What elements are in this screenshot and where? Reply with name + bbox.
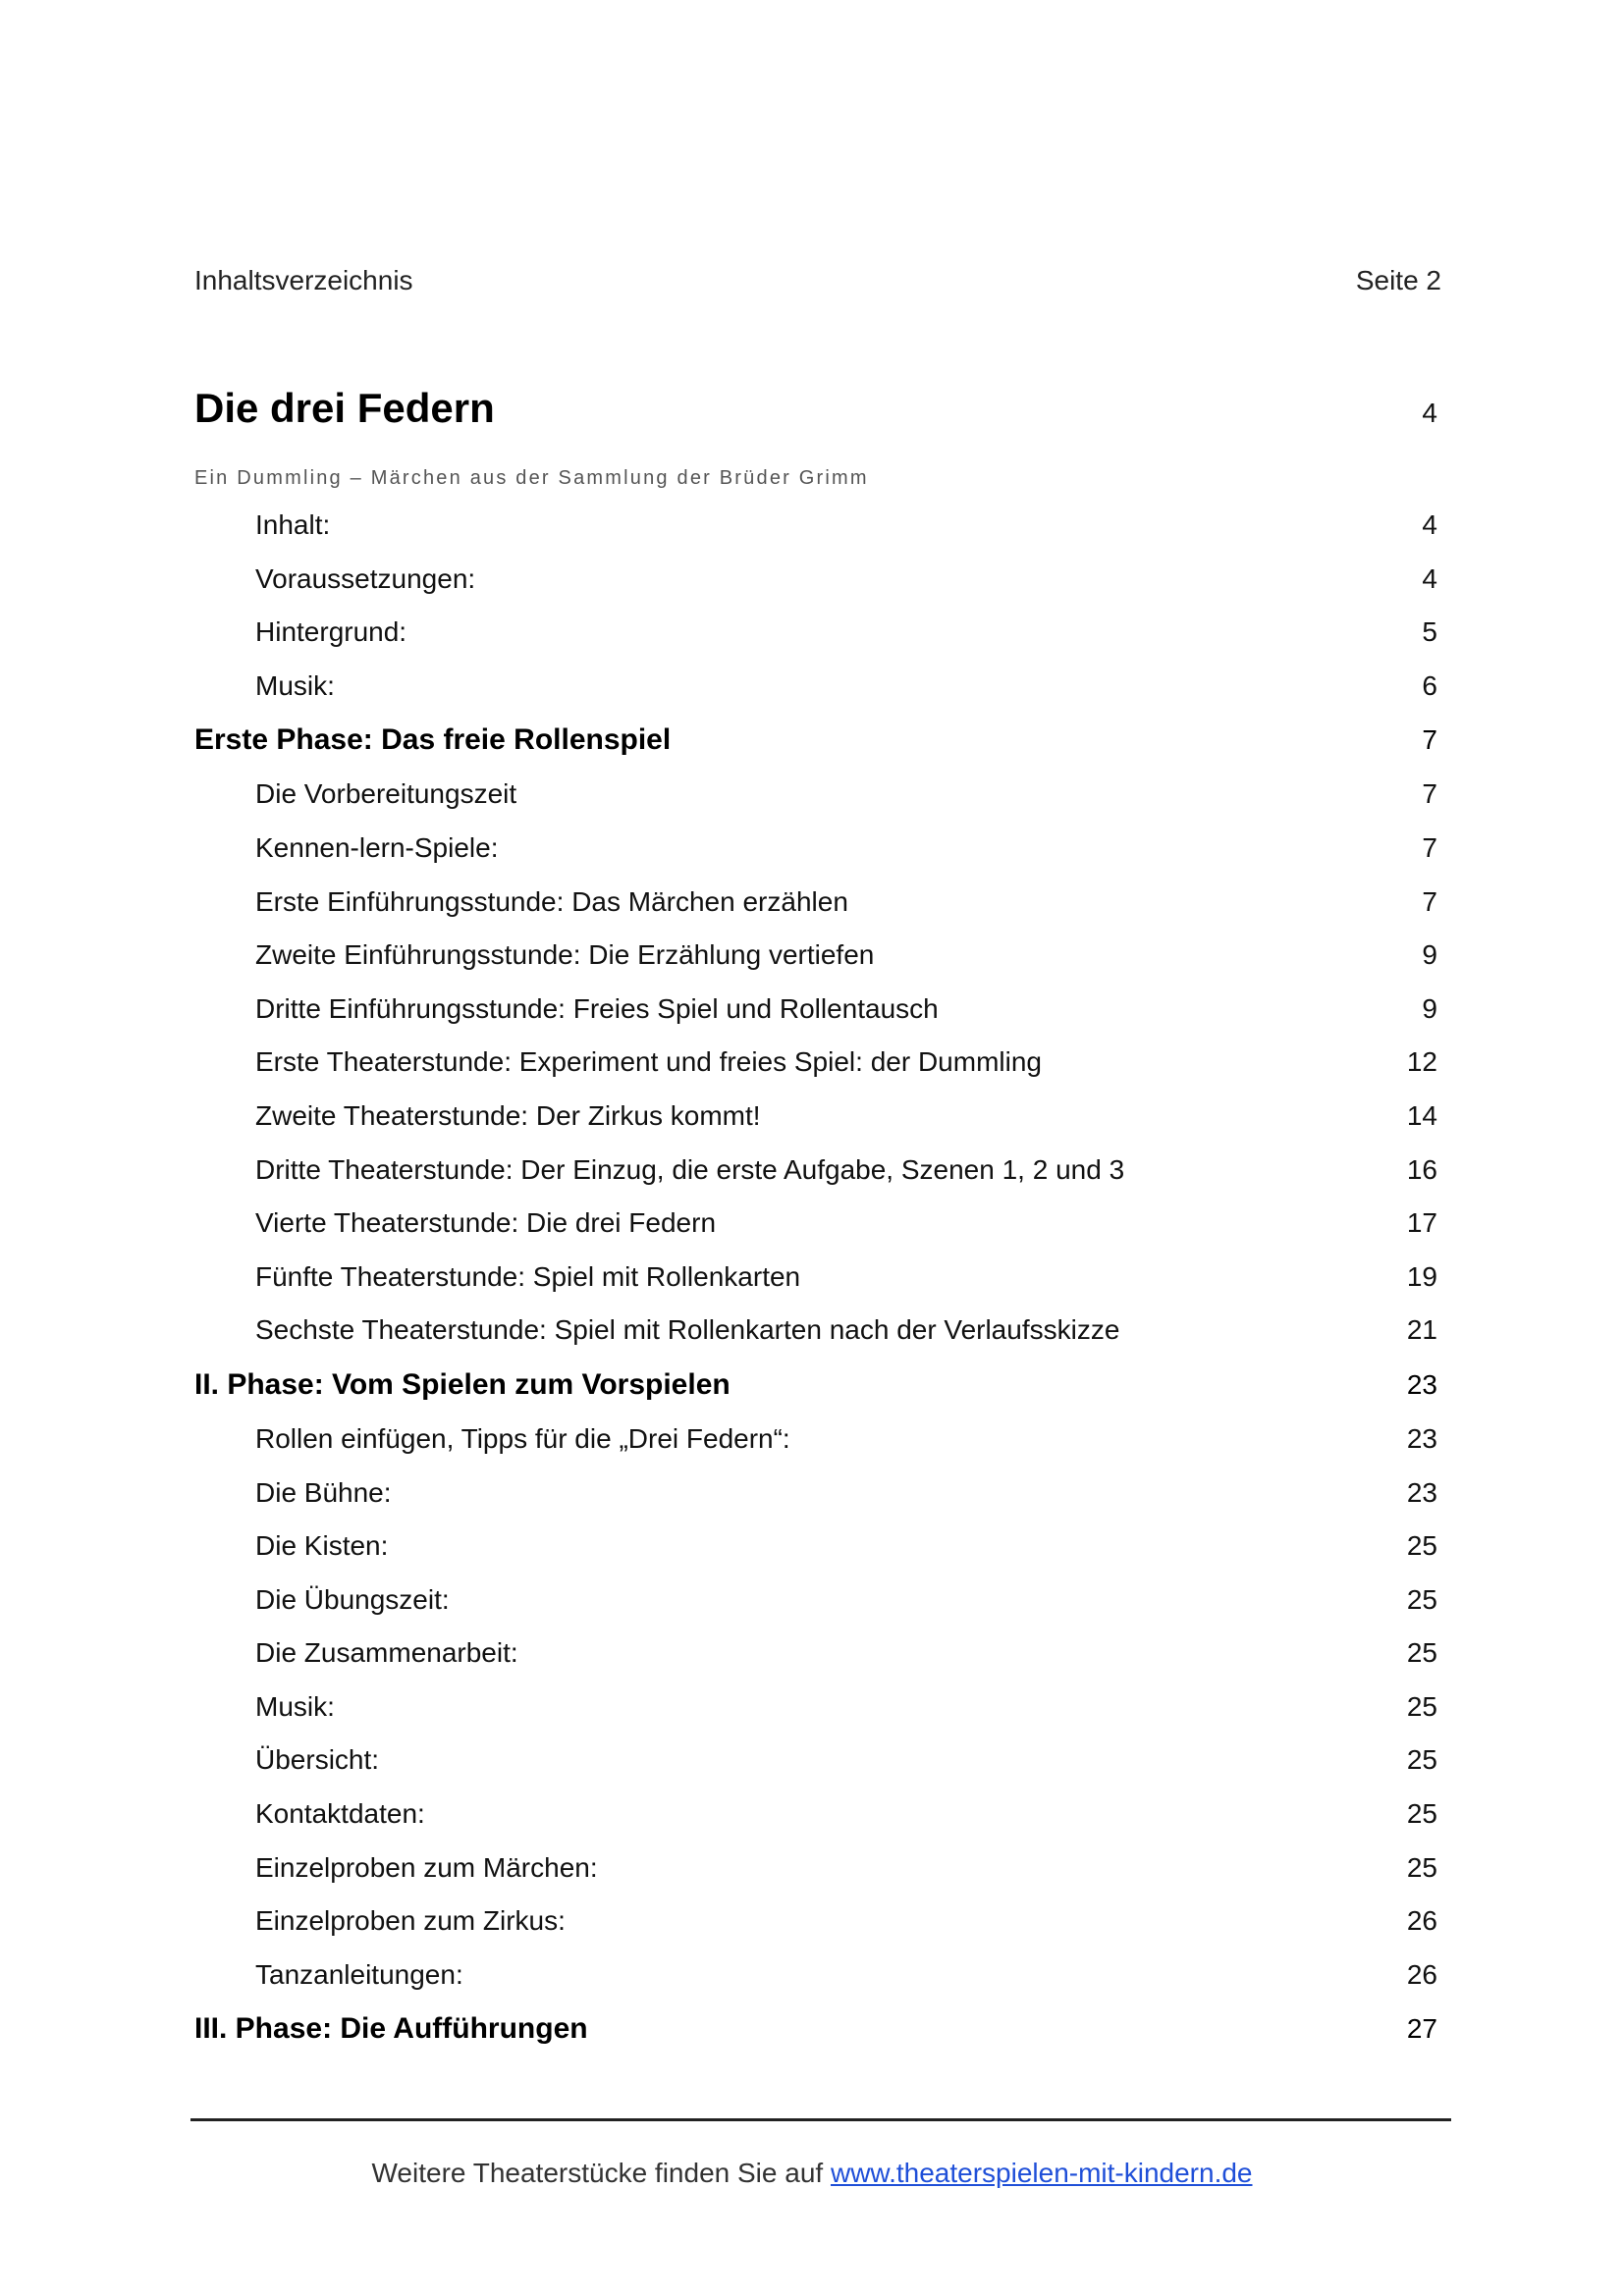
toc-entry-text: Die Übungszeit: — [255, 1583, 450, 1615]
toc-subsection-entry[interactable] — [194, 1842, 1441, 1896]
toc-title-row[interactable] — [194, 385, 1441, 457]
toc-subsection-entry[interactable] — [194, 1788, 1441, 1842]
toc-entry-text: Dritte Theaterstunde: Der Einzug, die erste Aufgabe, Szenen 1, 2 und 3 — [255, 1153, 1125, 1185]
toc-entry-page: 7 — [1422, 831, 1437, 863]
toc-entry-text: Rollen einfügen, Tipps für die „Drei Federn“: — [255, 1422, 790, 1454]
footer-link[interactable]: www.theaterspielen-mit-kindern.de — [830, 2158, 1253, 2188]
toc-entry-text: Tanzanleitungen: — [255, 1958, 463, 1990]
toc-entry-page: 23 — [1406, 1422, 1437, 1454]
footer-divider — [190, 2118, 1451, 2121]
toc-entry-text: Sechste Theaterstunde: Spiel mit Rollenkarten nach der Verlaufsskizze — [255, 1314, 1120, 1346]
toc-entry-text: Die Vorbereitungszeit — [255, 778, 517, 810]
toc-entry-text: Musik: — [255, 669, 335, 701]
toc-entry-page: 26 — [1406, 1905, 1437, 1937]
toc-subsection-entry[interactable] — [194, 983, 1441, 1037]
toc-subsection-entry[interactable] — [194, 929, 1441, 983]
toc-entry-page: 14 — [1406, 1099, 1437, 1131]
toc-section-entry[interactable] — [194, 713, 1441, 768]
toc-entry-page: 27 — [1406, 2013, 1437, 2045]
toc-entry-text: Erste Theaterstunde: Experiment und freies Spiel: der Dummling — [255, 1046, 1042, 1078]
toc-entry-page: 21 — [1406, 1314, 1437, 1346]
header-page-number: Seite 2 — [1355, 265, 1441, 295]
toc-entry-text: Musik: — [255, 1690, 335, 1722]
toc-subsection-entry[interactable] — [194, 1895, 1441, 1949]
toc-entry-page: 7 — [1422, 778, 1437, 810]
toc-entries — [194, 499, 1441, 2056]
toc-subsection-entry[interactable] — [194, 499, 1441, 553]
toc-entry-text: Hintergrund: — [255, 616, 407, 648]
toc-entry-page: 9 — [1422, 992, 1437, 1024]
toc-entry-text: Zweite Einführungsstunde: Die Erzählung vertiefen — [255, 939, 875, 971]
toc-entry-page: 25 — [1406, 1637, 1437, 1669]
toc-entry-page: 26 — [1406, 1958, 1437, 1990]
toc-entry-page: 25 — [1406, 1530, 1437, 1562]
toc-subsection-entry[interactable] — [194, 1036, 1441, 1090]
toc-entry-text: Dritte Einführungsstunde: Freies Spiel und Rollentausch — [255, 992, 939, 1024]
toc-entry-text: Zweite Theaterstunde: Der Zirkus kommt! — [255, 1099, 761, 1131]
toc-section-entry[interactable] — [194, 2002, 1441, 2056]
toc-entry-page: 25 — [1406, 1851, 1437, 1883]
toc-entry-page: 7 — [1422, 724, 1437, 756]
toc-entry-text: Die Zusammenarbeit: — [255, 1637, 518, 1669]
toc-subsection-entry[interactable] — [194, 768, 1441, 822]
toc-subsection-entry[interactable] — [194, 1520, 1441, 1574]
toc-entry-page: 6 — [1422, 669, 1437, 701]
toc-subsection-entry[interactable] — [194, 1467, 1441, 1521]
toc-entry-text: Vierte Theaterstunde: Die drei Federn — [255, 1207, 717, 1239]
toc-entry-page: 23 — [1406, 1368, 1437, 1400]
toc-entry-text: Inhalt: — [255, 509, 331, 540]
toc-entry-text: III. Phase: Die Aufführungen — [194, 2012, 588, 2046]
footer-text: Weitere Theaterstücke finden Sie auf — [371, 2158, 831, 2188]
toc-subsection-entry[interactable] — [194, 1090, 1441, 1144]
toc-subsection-entry[interactable] — [194, 822, 1441, 876]
toc-subsection-entry[interactable] — [194, 606, 1441, 660]
toc-entry-text: Fünfte Theaterstunde: Spiel mit Rollenkarten — [255, 1260, 801, 1292]
toc-entry-text: Kontaktdaten: — [255, 1798, 425, 1830]
toc-entry-text: Die Kisten: — [255, 1530, 389, 1562]
toc-entry-text: Die Bühne: — [255, 1476, 392, 1508]
toc-entry-page: 12 — [1406, 1046, 1437, 1078]
toc-entry-page: 25 — [1406, 1798, 1437, 1830]
toc-subsection-entry[interactable] — [194, 1251, 1441, 1305]
toc-subsection-entry[interactable] — [194, 1144, 1441, 1198]
toc-entry-page: 17 — [1406, 1207, 1437, 1239]
toc-entry-text: Übersicht: — [255, 1744, 380, 1776]
toc-entry-text: Erste Einführungsstunde: Das Märchen erzählen — [255, 885, 848, 917]
toc-entry-page: 19 — [1406, 1260, 1437, 1292]
toc-entry-text: II. Phase: Vom Spielen zum Vorspielen — [194, 1367, 731, 1401]
toc-title: Die drei Federn — [194, 385, 495, 431]
toc-subsection-entry[interactable] — [194, 1734, 1441, 1788]
toc-title-page: 4 — [1422, 398, 1437, 428]
table-of-contents — [194, 385, 1441, 2056]
toc-subsection-entry[interactable] — [194, 1574, 1441, 1628]
toc-entry-text: Voraussetzungen: — [255, 562, 476, 594]
toc-subsection-entry[interactable] — [194, 1949, 1441, 2002]
running-header — [194, 265, 1441, 296]
toc-entry-text: Kennen-lern-Spiele: — [255, 831, 499, 863]
toc-entry-page: 7 — [1422, 885, 1437, 917]
toc-entry-text: Erste Phase: Das freie Rollenspiel — [194, 723, 672, 757]
toc-subsection-entry[interactable] — [194, 1197, 1441, 1251]
toc-section-entry[interactable] — [194, 1358, 1441, 1413]
toc-subsection-entry[interactable] — [194, 1304, 1441, 1358]
header-title: Inhaltsverzeichnis — [194, 265, 413, 295]
toc-entry-page: 23 — [1406, 1476, 1437, 1508]
toc-entry-page: 4 — [1422, 562, 1437, 594]
toc-subsection-entry[interactable] — [194, 553, 1441, 607]
toc-subsection-entry[interactable] — [194, 660, 1441, 714]
toc-subsection-entry[interactable] — [194, 1413, 1441, 1467]
toc-subtitle: Ein Dummling – Märchen aus der Sammlung der Brüder Grimm — [194, 467, 869, 489]
toc-entry-page: 25 — [1406, 1744, 1437, 1776]
toc-entry-page: 4 — [1422, 509, 1437, 540]
toc-entry-page: 9 — [1422, 939, 1437, 971]
toc-entry-page: 25 — [1406, 1690, 1437, 1722]
toc-entry-text: Einzelproben zum Zirkus: — [255, 1905, 566, 1937]
toc-entry-text: Einzelproben zum Märchen: — [255, 1851, 598, 1883]
toc-entry-page: 25 — [1406, 1583, 1437, 1615]
toc-entry-page: 16 — [1406, 1153, 1437, 1185]
footer — [0, 2158, 1624, 2189]
toc-subsection-entry[interactable] — [194, 1627, 1441, 1681]
toc-entry-page: 5 — [1422, 616, 1437, 648]
toc-subsection-entry[interactable] — [194, 876, 1441, 930]
toc-subsection-entry[interactable] — [194, 1681, 1441, 1735]
